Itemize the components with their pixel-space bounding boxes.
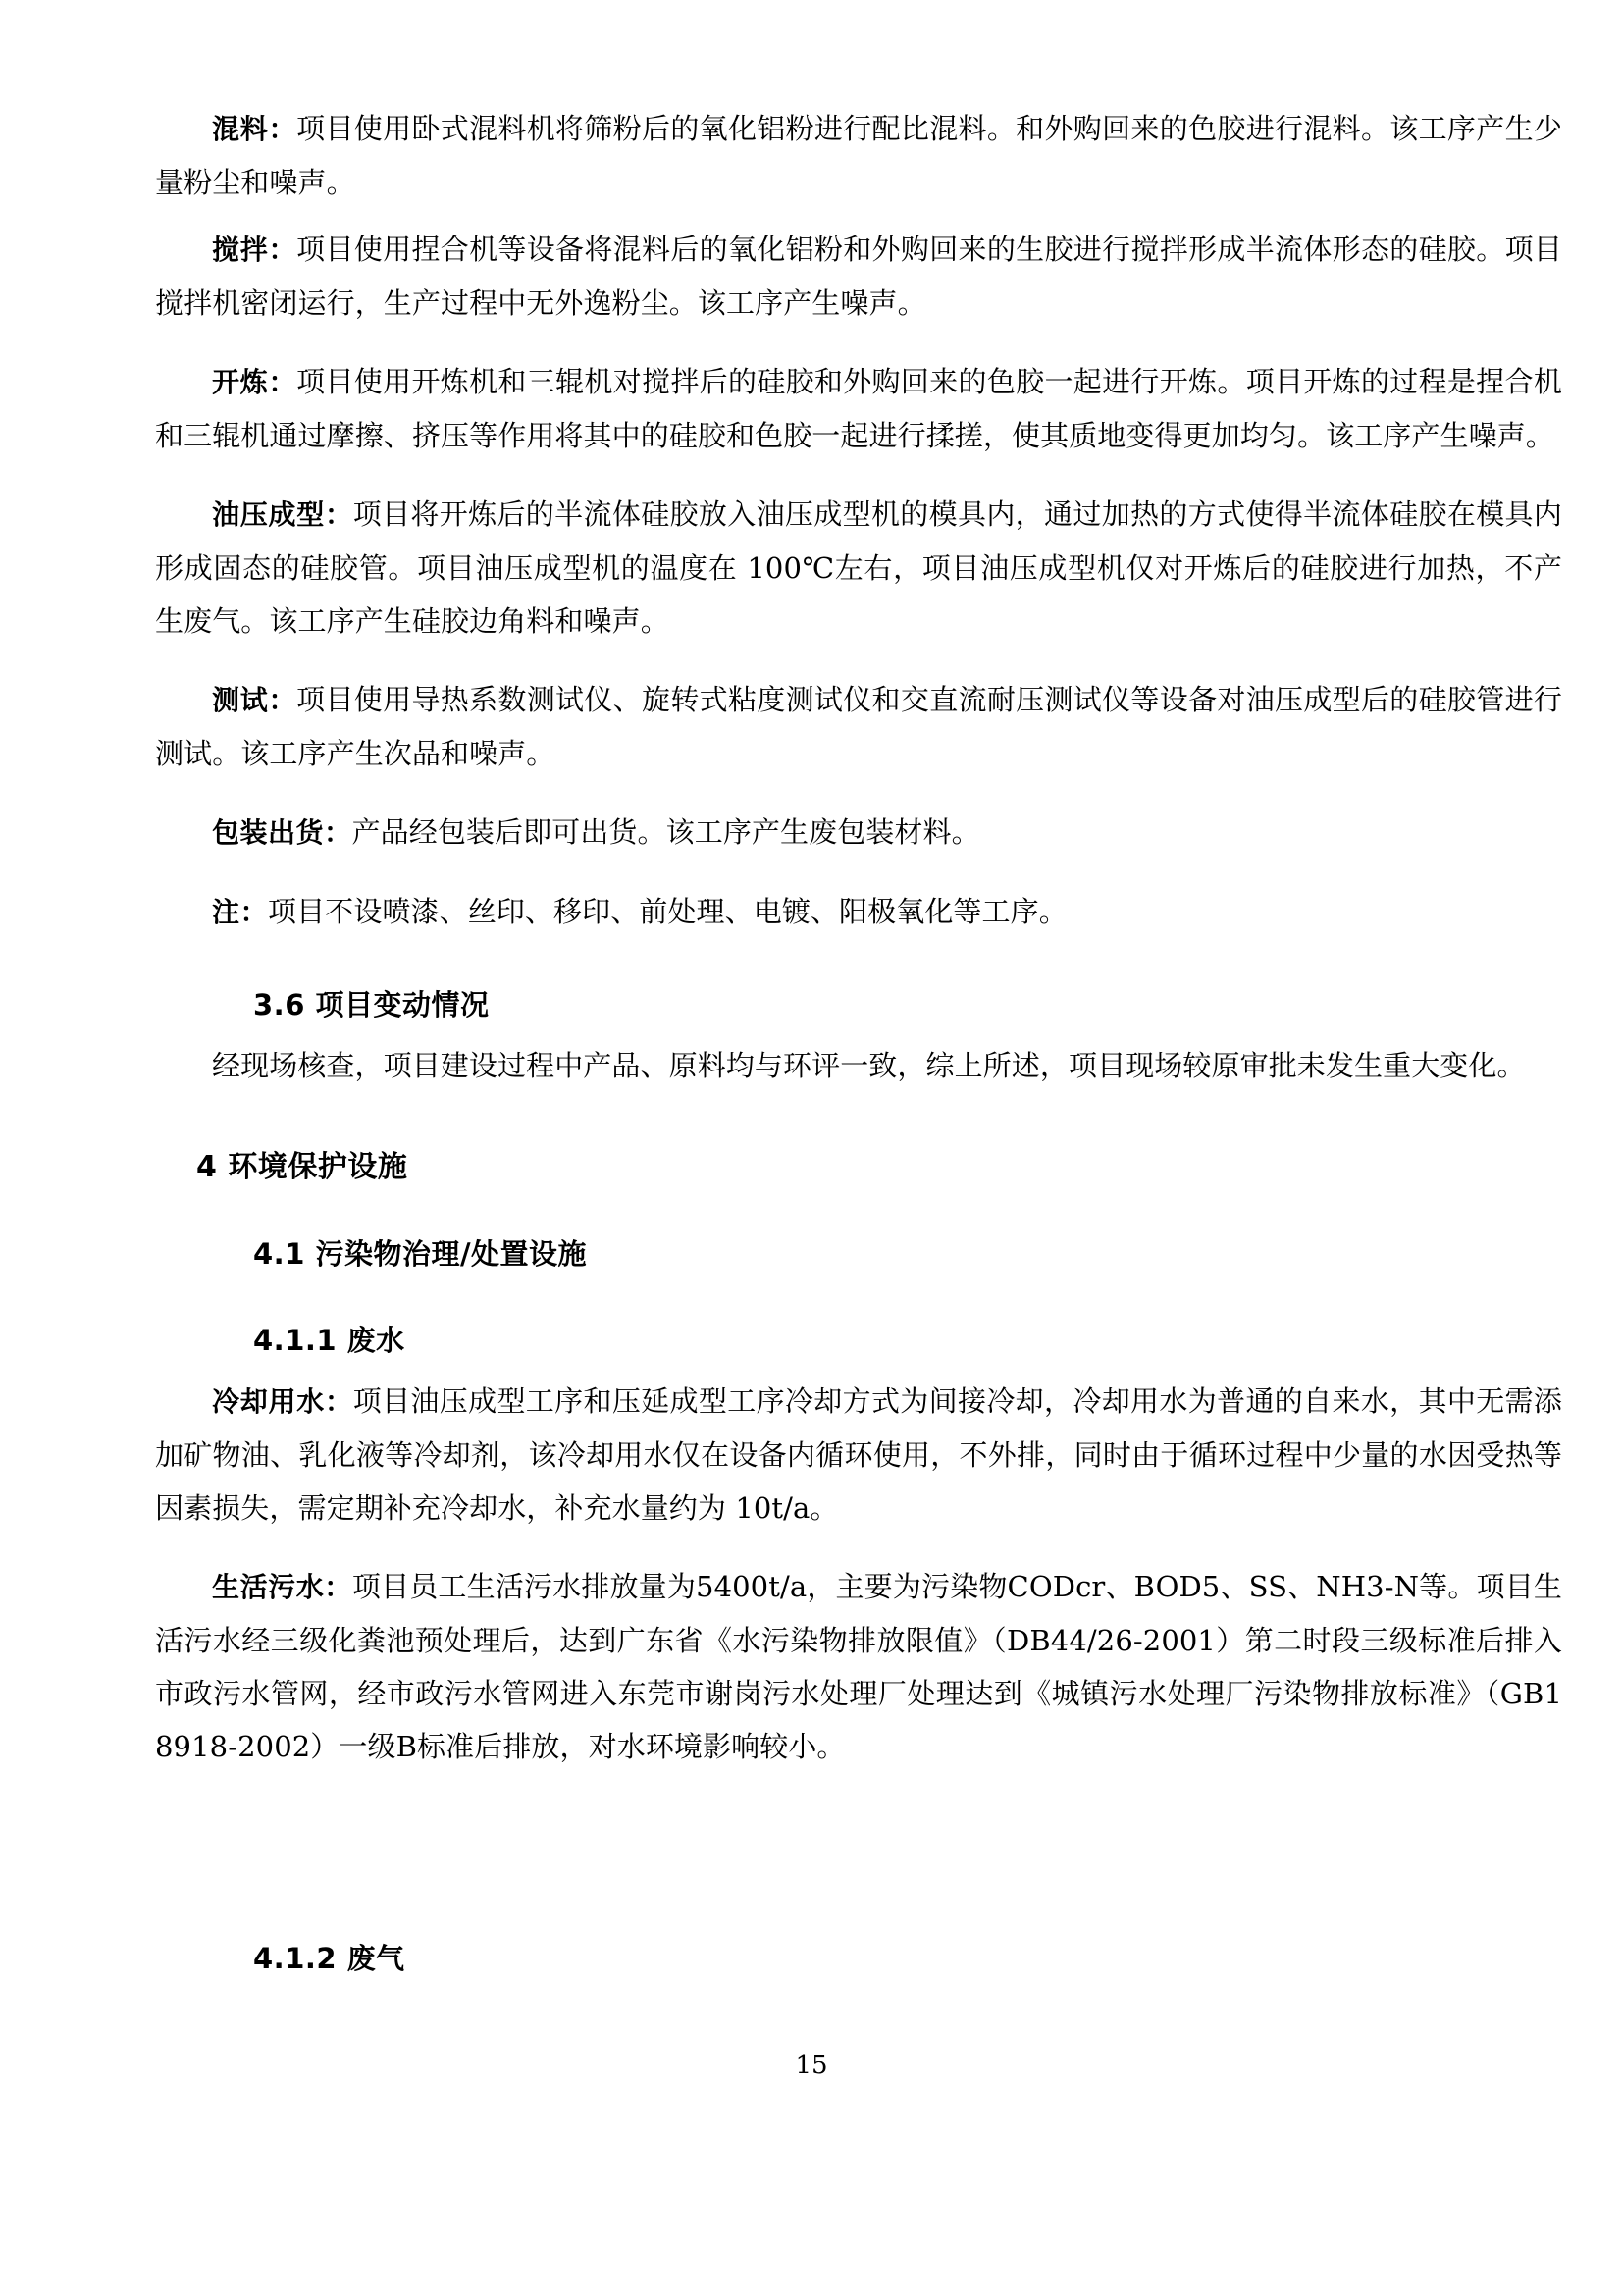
paragraph-note <box>155 885 1562 939</box>
paragraph-3-6-body: 经现场核查，项目建设过程中产品、原料均与环评一致，综上所述，项目现场较原审批未发生重大变化。 <box>212 1049 1526 1082</box>
paragraph-text-shenghuowushui: 项目员工生活污水排放量为5400t/a，主要为污染物CODcr、BOD5、SS、NH3-N等。项目生活污水经三级化粪池预处理后，达到广东省《水污染物排放限值》（DB44/26-2001）第二时段三级标准后排入市政污水管网，经市政污水管网进入东莞市谢岗污水处理厂处理达到《城镇污水处理厂污染物排放标准》（GB18918-2002）一级B标准后排放，对水环境影响较小。 <box>155 1570 1562 1763</box>
page-number: 15 <box>795 2051 828 2080</box>
heading-4: 4 环境保护设施 <box>196 1150 408 1184</box>
paragraph-text-youyachengxing: 项目将开炼后的半流体硅胶放入油压成型机的模具内，通过加热的方式使得半流体硅胶在模具内形成固态的硅胶管。项目油压成型机的温度在 100℃左右，项目油压成型机仅对开炼后的硅胶进行加热，不产生废气。该工序产生硅胶边角料和噪声。 <box>155 497 1562 638</box>
paragraph-text-baozhuangchuhuo: 产品经包装后即可出货。该工序产生废包装材料。 <box>351 815 980 849</box>
heading-3-6: 3.6 项目变动情况 <box>253 988 490 1021</box>
paragraph-label-jiaoban: 搅拌： <box>212 234 297 266</box>
paragraph-text-kailian: 项目使用开炼机和三辊机对搅拌后的硅胶和外购回来的色胶一起进行开炼。项目开炼的过程是捏合机和三辊机通过摩擦、挤压等作用将其中的硅胶和色胶一起进行揉搓，使其质地变得更加均匀。该工序产生噪声。 <box>155 365 1562 452</box>
paragraph-label-ceshi: 测试： <box>212 684 297 716</box>
paragraph-youyachengxing <box>155 488 1562 648</box>
paragraph-label-hunliao: 混料： <box>212 113 297 145</box>
paragraph-kailian <box>155 355 1562 462</box>
paragraph-jiaoban <box>155 223 1562 330</box>
spacer <box>155 945 1562 978</box>
spacer <box>155 1779 1562 1834</box>
paragraph-hunliao <box>155 102 1562 209</box>
spacer <box>155 1889 1562 1932</box>
paragraph-text-jiaoban: 项目使用捏合机等设备将混料后的氧化铝粉和外购回来的生胶进行搅拌形成半流体形态的硅胶。项目搅拌机密闭运行，生产过程中无外逸粉尘。该工序产生噪声。 <box>155 233 1562 320</box>
heading-4-1: 4.1 污染物治理/处置设施 <box>253 1237 588 1271</box>
page-content <box>155 102 1562 1985</box>
heading-4-1-1: 4.1.1 废水 <box>253 1324 405 1357</box>
paragraph-label-lengqueyongshui: 冷却用水： <box>212 1385 353 1418</box>
paragraph-text-lengqueyongshui: 项目油压成型工序和压延成型工序冷却方式为间接冷却，冷却用水为普通的自来水，其中无需添加矿物油、乳化液等冷却剂，该冷却用水仅在设备内循环使用，不外排，同时由于循环过程中少量的水因受热等因素损失，需定期补充冷却水，补充水量约为 10t/a。 <box>155 1384 1562 1525</box>
paragraph-text-hunliao: 项目使用卧式混料机将筛粉后的氧化铝粉进行配比混料。和外购回来的色胶进行混料。该工序产生少量粉尘和噪声。 <box>155 112 1562 199</box>
paragraph-label-kailian: 开炼： <box>212 366 297 398</box>
spacer <box>155 1834 1562 1889</box>
paragraph-baozhuangchuhuo <box>155 806 1562 860</box>
paragraph-label-baozhuangchuhuo: 包装出货： <box>212 816 352 849</box>
spacer <box>155 1031 1562 1039</box>
paragraph-shenghuowushui <box>155 1560 1562 1773</box>
paragraph-lengqueyongshui <box>155 1375 1562 1535</box>
paragraph-text-ceshi: 项目使用导热系数测试仪、旋转式粘度测试仪和交直流耐压测试仪等设备对油压成型后的硅胶管进行测试。该工序产生次品和噪声。 <box>155 683 1562 770</box>
heading-4-1-2: 4.1.2 废气 <box>253 1942 405 1975</box>
spacer <box>155 1367 1562 1375</box>
paragraph-label-shenghuowushui: 生活污水： <box>212 1571 352 1603</box>
paragraph-label-youyachengxing: 油压成型： <box>212 498 353 531</box>
paragraph-label-note: 注： <box>212 896 269 928</box>
spacer <box>155 1194 1562 1227</box>
spacer <box>155 1280 1562 1314</box>
paragraph-ceshi <box>155 673 1562 780</box>
spacer <box>155 1098 1562 1141</box>
paragraph-text-note: 项目不设喷漆、丝印、移印、前处理、电镀、阳极氧化等工序。 <box>268 895 1068 928</box>
